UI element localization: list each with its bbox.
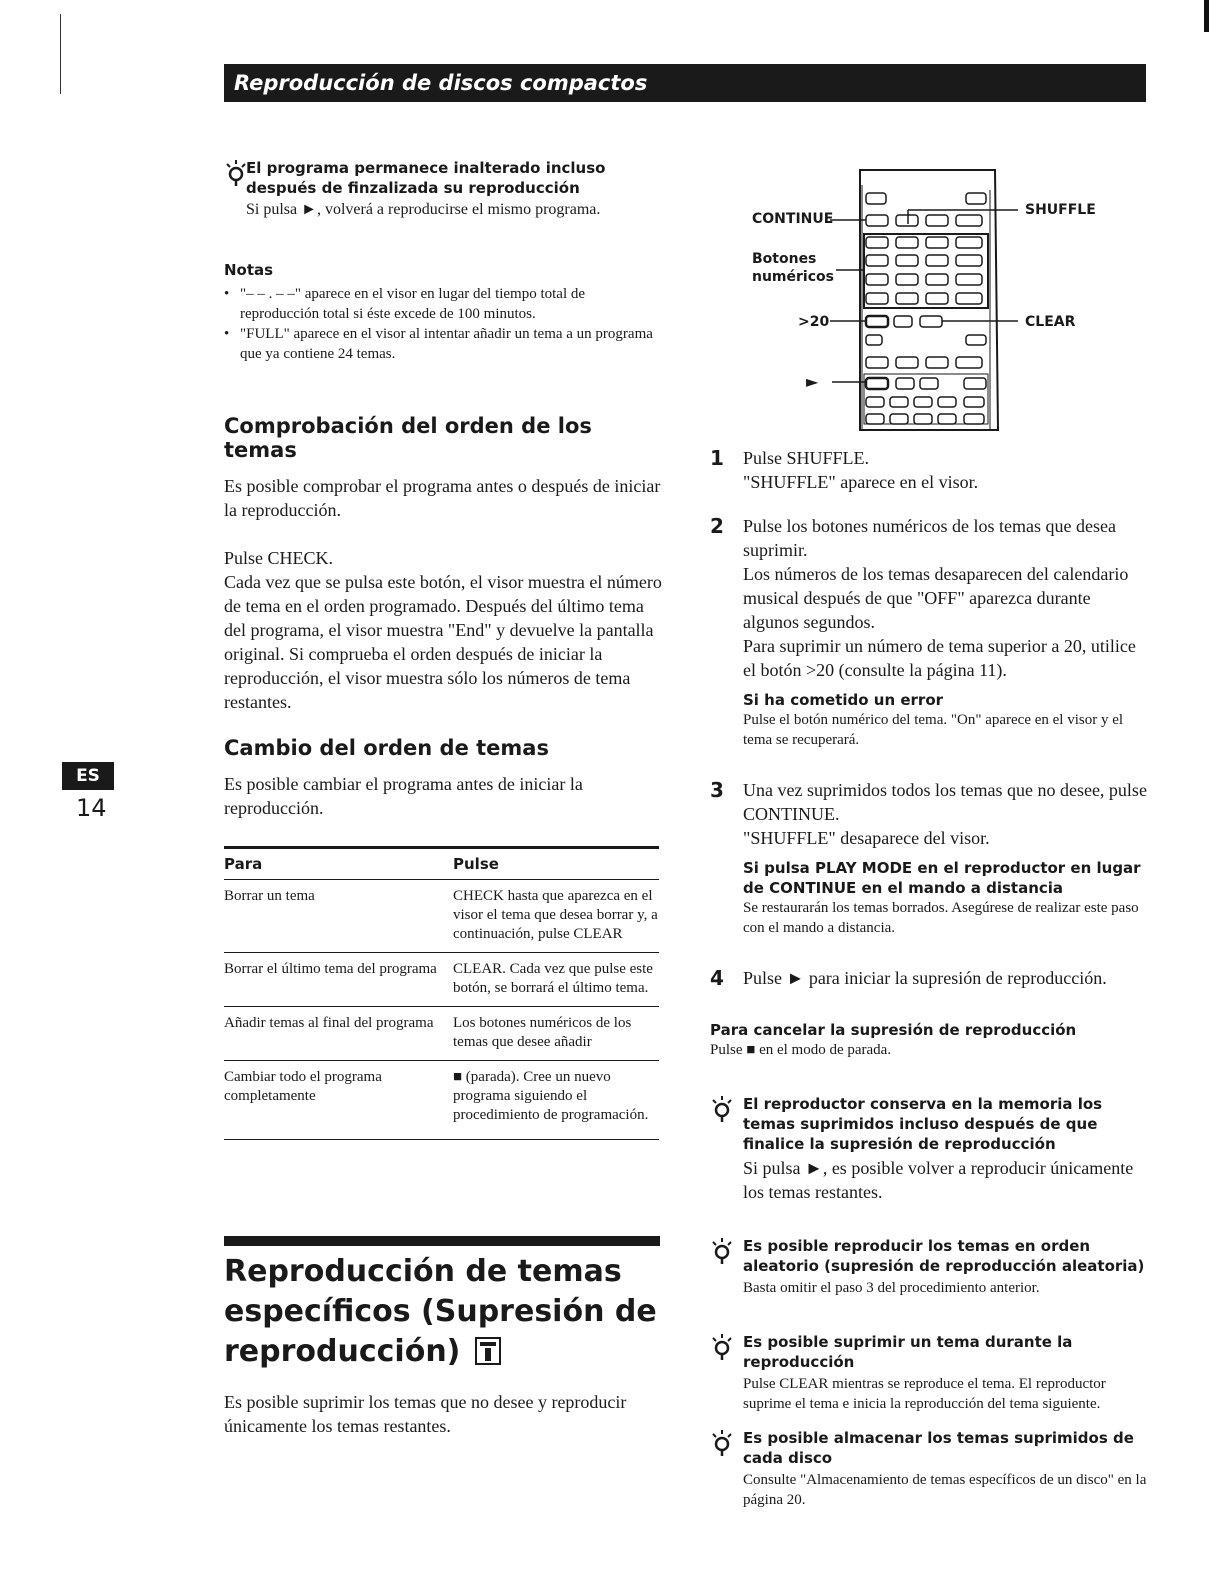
tip-title: Es posible reproducir los temas en orden aleatorio (supresión de reproducción aleatoria) — [743, 1237, 1145, 1275]
section-title-line3: reproducción) — [224, 1334, 461, 1369]
notes-title: Notas — [224, 261, 274, 279]
lightbulb-icon — [224, 158, 252, 188]
table-row — [224, 953, 659, 1007]
table-cell: Los botones numéricos de los temas que desee añadir — [453, 1007, 659, 1061]
step-text: Una vez suprimidos todos los temas que no desee, pulse CONTINUE. — [743, 780, 1147, 824]
step-text: Pulse SHUFFLE. — [743, 448, 870, 468]
step-number: 3 — [710, 778, 724, 802]
tip-title: El reproductor conserva en la memoria los temas suprimidos incluso después de que finalice la supresión de reproducción — [743, 1095, 1103, 1153]
tip-store — [710, 1428, 1150, 1510]
tip-delete-during — [710, 1332, 1150, 1414]
table-cell: Cambiar todo el programa completamente — [224, 1061, 453, 1140]
step-number: 4 — [710, 966, 724, 990]
step-number: 1 — [710, 446, 724, 470]
table-cell: Borrar un tema — [224, 880, 453, 953]
tip-body: Pulse CLEAR mientras se reproduce el tema. El reproductor suprime el tema e inicia la reproducción del tema siguiente. — [743, 1376, 1106, 1412]
check-step: Pulse CHECK. — [224, 548, 334, 568]
label-play: ► — [806, 372, 819, 391]
label-shuffle: SHUFFLE — [1025, 202, 1096, 218]
table-row — [224, 1007, 659, 1061]
label-continue: CONTINUE — [752, 211, 834, 227]
step-text: Pulse los botones numéricos de los temas que desea suprimir. — [743, 516, 1116, 560]
note-item: • "FULL" aparece en el visor al intentar añadir un tema a un programa que ya contiene 24 temas. — [224, 324, 664, 364]
change-table — [224, 846, 659, 1140]
step-subbody: Pulse el botón numérico del tema. "On" aparece en el visor y el tema se recuperará. — [743, 712, 1124, 748]
cancel-section — [710, 1020, 1150, 1060]
step-text: Los números de los temas desaparecen del calendario musical después de que "OFF" aparezca durante algunos segundos. — [743, 564, 1129, 632]
supression-section — [224, 1252, 664, 1438]
table-row — [224, 1061, 659, 1140]
section-rule — [224, 1236, 660, 1246]
tip-body: Basta omitir el paso 3 del procedimiento anterior. — [743, 1280, 1040, 1296]
section-intro: Es posible suprimir los temas que no desee y reproducir únicamente los temas restantes. — [224, 1392, 627, 1436]
table-cell: CLEAR. Cada vez que pulse este botón, se borrará el último tema. — [453, 953, 659, 1007]
table-header-pulse: Pulse — [453, 848, 659, 880]
check-description: Cada vez que se pulsa este botón, el visor muestra el número de tema en el orden programado. Después del último tema del programa, el visor muestra "End" y devuelve la pantalla original. Si comprueba el orden después de iniciar la reproducción, el visor muestra sólo los números de tema restantes. — [224, 572, 662, 712]
step-3 — [710, 778, 1150, 938]
tip-title: El programa permanece inalterado incluso después de finzalizada su reproducción — [246, 159, 606, 197]
lightbulb-icon — [710, 1094, 738, 1124]
language-badge: ES — [62, 762, 114, 790]
step-text: Para suprimir un número de tema superior a 20, utilice el botón >20 (consulte la página 11). — [743, 636, 1136, 680]
page-number: 14 — [76, 794, 107, 822]
step-subhead: Si ha cometido un error — [743, 691, 944, 709]
table-header-para: Para — [224, 848, 453, 880]
tip-title: Es posible almacenar los temas suprimidos de cada disco — [743, 1429, 1134, 1467]
check-title: Comprobación del orden de los temas — [224, 414, 592, 462]
lightbulb-icon — [710, 1236, 738, 1266]
tip-body: Consulte "Almacenamiento de temas específicos de un disco" en la página 20. — [743, 1472, 1147, 1508]
tip-random — [710, 1236, 1150, 1298]
tip-program-unchanged — [224, 158, 664, 220]
remote-icon — [475, 1337, 501, 1365]
step-number: 2 — [710, 514, 724, 538]
step-text: Pulse ► para iniciar la supresión de reproducción. — [743, 968, 1107, 988]
step-2 — [710, 514, 1150, 750]
table-cell: Borrar el último tema del programa — [224, 953, 453, 1007]
table-row — [224, 880, 659, 953]
step-1 — [710, 446, 1150, 494]
step-text: "SHUFFLE" desaparece del visor. — [743, 828, 990, 848]
step-text: "SHUFFLE" aparece en el visor. — [743, 472, 979, 492]
lightbulb-icon — [710, 1428, 738, 1458]
notes — [224, 260, 664, 364]
label-clear: CLEAR — [1025, 314, 1076, 330]
step-subhead: Si pulsa PLAY MODE en el reproductor en lugar de CONTINUE en el mando a distancia — [743, 859, 1141, 897]
lightbulb-icon — [710, 1332, 738, 1362]
change-intro: Es posible cambiar el programa antes de iniciar la reproducción. — [224, 774, 583, 818]
section-title-line2: específicos (Supresión de — [224, 1294, 657, 1329]
check-section — [224, 414, 664, 714]
change-title: Cambio del orden de temas — [224, 736, 549, 760]
crop-mark — [1204, 0, 1209, 32]
section-banner: Reproducción de discos compactos — [224, 64, 1146, 102]
remote-diagram — [750, 160, 1100, 440]
cancel-body: Pulse ■ en el modo de parada. — [710, 1042, 892, 1058]
check-intro: Es posible comprobar el programa antes o después de iniciar la reproducción. — [224, 476, 661, 520]
table-cell: CHECK hasta que aparezca en el visor el tema que desea borrar y, a continuación, pulse CLEAR — [453, 880, 659, 953]
margin-line — [60, 14, 61, 94]
cancel-title: Para cancelar la supresión de reproducción — [710, 1021, 1077, 1039]
tip-memory — [710, 1094, 1150, 1204]
change-section — [224, 736, 664, 820]
label-numeric-buttons: Botones numéricos — [752, 251, 834, 285]
step-4 — [710, 966, 1150, 990]
step-subbody: Se restaurarán los temas borrados. Asegúrese de realizar este paso con el mando a distancia. — [743, 900, 1139, 936]
label-gt20: >20 — [798, 314, 830, 330]
table-cell: Añadir temas al final del programa — [224, 1007, 453, 1061]
section-title-line1: Reproducción de temas — [224, 1254, 622, 1289]
tip-body: Si pulsa ►, volverá a reproducirse el mismo programa. — [246, 201, 601, 218]
table-cell: ■ (parada). Cree un nuevo programa siguiendo el procedimiento de programación. — [453, 1061, 659, 1140]
tip-title: Es posible suprimir un tema durante la reproducción — [743, 1333, 1073, 1371]
note-item: • "– – . – –" aparece en el visor en lugar del tiempo total de reproducción total si éste excede de 100 minutos. — [224, 284, 664, 324]
tip-body: Si pulsa ►, es posible volver a reproducir únicamente los temas restantes. — [743, 1158, 1134, 1202]
